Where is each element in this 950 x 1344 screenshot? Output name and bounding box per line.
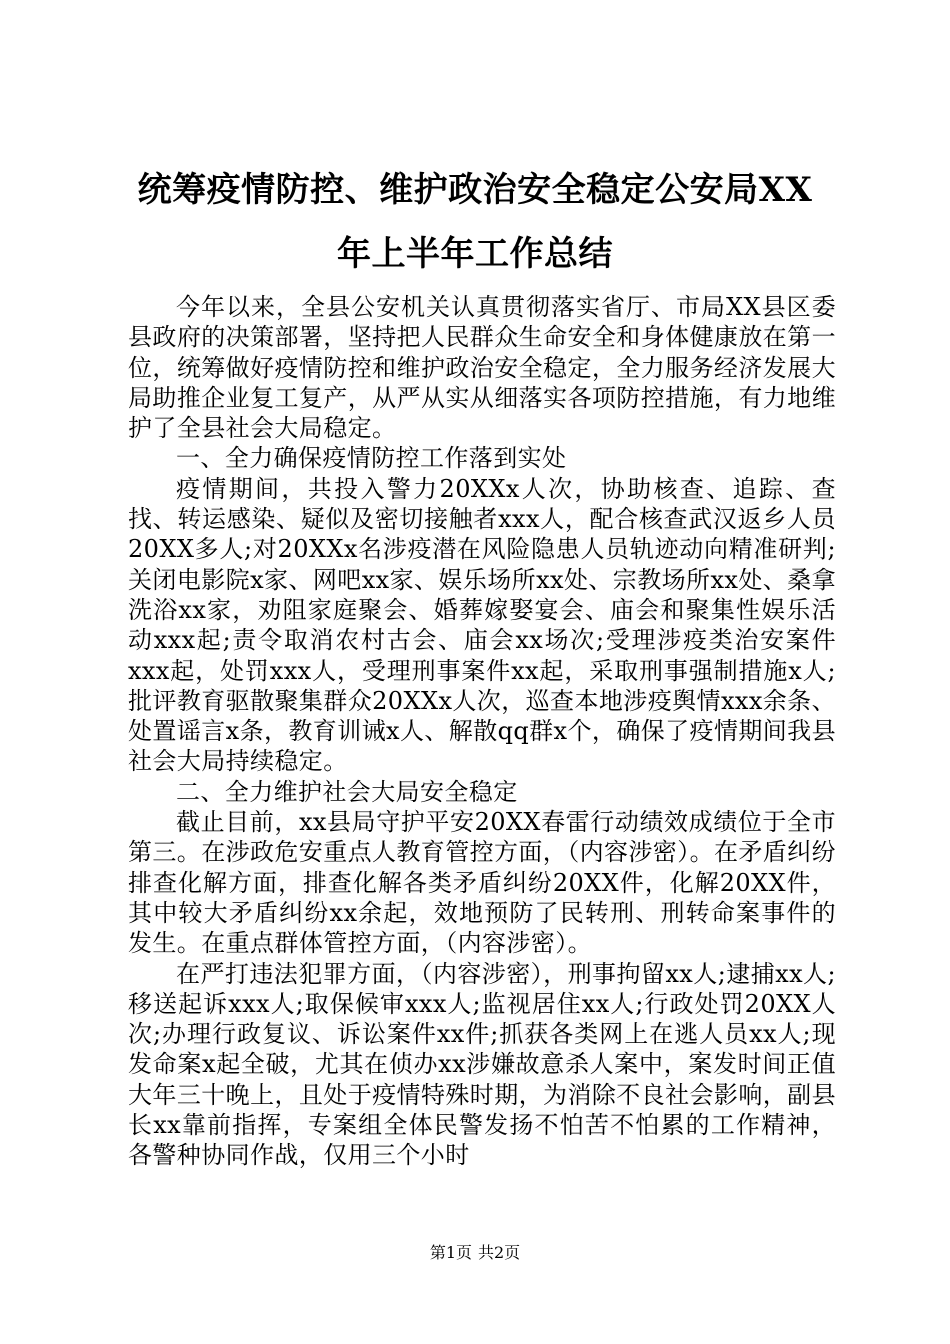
section-heading-1: 一、全力确保疫情防控工作落到实处 <box>176 444 567 473</box>
title-line-2: 年上半年工作总结 <box>337 234 613 274</box>
section-2-paragraph-1: 截止目前，xx县局守护平安20XX春雷行动绩效成绩位于全市第三。在涉政危安重点人教育管控方面，（内容涉密）。在矛盾纠纷排查化解方面，排查化解各类矛盾纠纷20XX件，化解20XX件，其中较大矛盾纠纷xx余起，效地预防了民转刑、刑转命案事件的发生。在重点群体管控方面，（内容涉密）。 <box>128 808 836 958</box>
page-footer <box>0 1243 950 1263</box>
page-number: 第1页 <box>429 1243 472 1262</box>
title-line-1: 统筹疫情防控、维护政治安全稳定公安局XX <box>137 170 813 210</box>
document-body <box>128 292 836 1171</box>
section-heading-2: 二、全力维护社会大局安全稳定 <box>176 777 518 806</box>
page-total: 共2页 <box>478 1243 521 1262</box>
section-2-paragraph-2: 在严打违法犯罪方面，（内容涉密），刑事拘留xx人;逮捕xx人;移送起诉xxx人;取保候审xxx人;监视居住xx人;行政处罚20XX人次;办理行政复议、诉讼案件xx件;抓获各类网上在逃人员xx人;现发命案x起全破，尤其在侦办xx涉嫌故意杀人案中，案发时间正值大年三十晚上，且处于疫情特殊时期，为消除不良社会影响，副县长xx靠前指挥，专案组全体民警发扬不怕苦不怕累的工作精神，各警种协同作战，仅用三个小时 <box>128 959 836 1170</box>
document-title <box>110 158 840 286</box>
intro-paragraph: 今年以来，全县公安机关认真贯彻落实省厅、市局XX县区委县政府的决策部署，坚持把人民群众生命安全和身体健康放在第一位，统筹做好疫情防控和维护政治安全稳定，全力服务经济发展大局助推企业复工复产，从严从实从细落实各项防控措施，有力地维护了全县社会大局稳定。 <box>128 293 836 443</box>
section-1-paragraph: 疫情期间，共投入警力20XXx人次，协助核查、追踪、查找、转运感染、疑似及密切接触者xxx人，配合核查武汉返乡人员20XX多人;对20XXx名涉疫潜在风险隐患人员轨迹动向精准研判;关闭电影院x家、网吧xx家、娱乐场所xx处、宗教场所xx处、桑拿洗浴xx家，劝阻家庭聚会、婚葬嫁娶宴会、庙会和聚集性娱乐活动xxx起;责令取消农村古会、庙会xx场次;受理涉疫类治安案件xxx起，处罚xxx人，受理刑事案件xx起，采取刑事强制措施x人;批评教育驱散聚集群众20XXx人次，巡查本地涉疫舆情xxx余条、处置谣言x条，教育训诫x人、解散qq群x个，确保了疫情期间我县社会大局持续稳定。 <box>128 474 836 776</box>
